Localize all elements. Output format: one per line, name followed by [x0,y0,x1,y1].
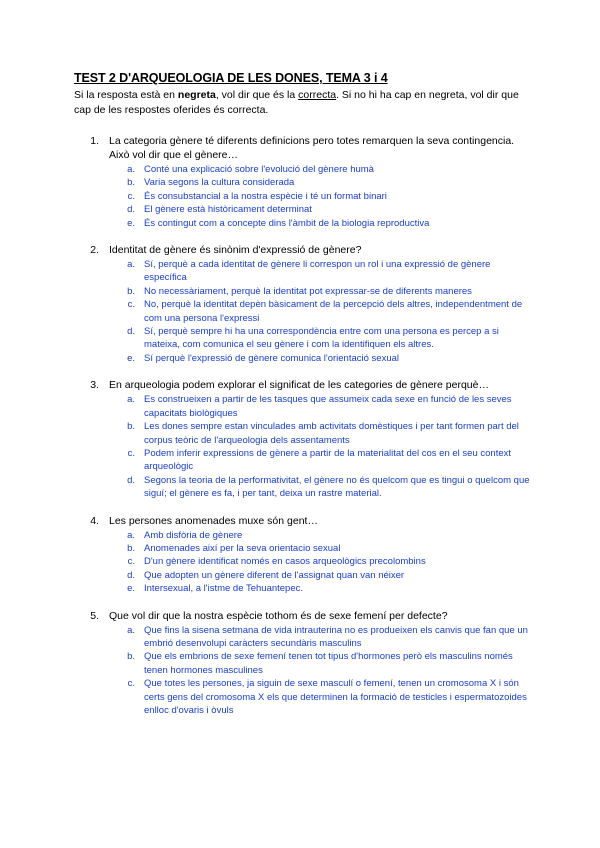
option-item [74,190,530,203]
option-item [74,258,530,285]
question-heading [74,134,530,162]
option-text: No, perquè la identitat depèn bàsicament de la percepció dels altres, independentment de com una persona l'expressi [144,299,523,324]
option-letter: d. [127,569,135,581]
option-item [74,285,530,298]
option-letter: a. [127,259,135,271]
question-number: 5. [90,609,99,622]
question-number: 4. [90,514,99,527]
option-letter: a. [127,164,135,175]
question-1 [74,134,530,230]
option-text: El gènere està històricament determinat [144,204,312,216]
option-item [74,163,530,176]
option-item [74,569,530,582]
option-item [74,555,530,568]
option-text: Sí, perquè a cada identitat de gènere li correspon un rol i una expressió de gènere específica [144,259,491,284]
option-text: Es construeixen a partir de les tasques que assumeix cada sexe en funció de les seves capacitats biològiques [144,394,512,419]
option-text: Que els embrions de sexe femení tenen tot tipus d'hormones però els masculins només tenen hormones masculines [144,651,513,676]
option-item [74,582,530,595]
question-text: Les persones anomenades muxe són gent… [109,514,318,527]
instructions [74,88,530,117]
option-letter: c. [127,190,135,202]
option-text: Que adopten un gènere diferent de l'assignat quan van néixer [144,569,405,581]
option-item [74,217,530,230]
option-item [74,420,530,447]
option-item [74,352,530,365]
question-number: 2. [90,244,99,257]
question-number: 3. [90,379,99,392]
question-heading [74,243,530,257]
option-text: És contingut com a concepte dins l'àmbit de la biologia reproductiva [144,217,430,229]
question-list [74,134,530,717]
option-item [74,542,530,555]
option-text: Que fins la sisena setmana de vida intrauterina no es produeixen els canvis que fan que un embrió desenvolupi caràcters secundàris masculins [144,624,528,649]
option-item [74,203,530,216]
option-item [74,529,530,542]
question-2 [74,243,530,365]
option-letter: d. [127,326,135,338]
question-text: Identitat de gènere és sinònim d'expressió de gènere? [109,244,362,257]
option-text: És consubstancial a la nostra espècie i té un format binari [144,190,387,202]
option-text: Amb disfòria de gènere [144,529,243,541]
question-text: En arqueologia podem explorar el significat de les categories de gènere perquè… [109,379,489,392]
instructions-bold: negreta [177,89,216,101]
option-list [74,624,530,718]
option-list [74,393,530,500]
option-letter: a. [127,394,135,406]
option-letter: b. [127,285,135,297]
option-letter: c. [127,447,135,459]
question-number: 1. [90,135,99,147]
option-letter: a. [127,624,135,636]
option-text: Conté una explicació sobre l'evolució del gènere humà [144,164,374,175]
option-letter: b. [127,177,135,189]
option-item [74,298,530,325]
option-text: No necessàriament, perquè la identitat pot expressar-se de diferents maneres [144,285,472,297]
option-text: Sí perquè l'expressió de gènere comunica l'orientació sexual [144,352,399,364]
option-item [74,176,530,189]
option-text: Varia segons la cultura considerada [144,177,295,189]
option-letter: b. [127,651,135,663]
option-letter: b. [127,421,135,433]
document-page [74,70,530,717]
option-letter: d. [127,474,135,486]
option-text: Anomenades així per la seva orientacio sexual [144,542,341,554]
document-title: TEST 2 D'ARQUEOLOGIA DE LES DONES, TEMA 3 i 4 [74,71,388,85]
question-4 [74,514,530,596]
option-text: Sí, perquè sempre hi ha una correspondència entre com una persona es percep a si mateixa, com comunica el seu gènere i com la identifiquen els altres. [144,326,499,351]
question-5 [74,609,530,718]
option-letter: c. [127,556,135,568]
option-list [74,163,530,230]
option-item [74,325,530,352]
option-letter: c. [127,678,135,690]
instructions-part1: Si la resposta està en [74,89,178,101]
option-text: Intersexual, a l'istme de Tehuantepec. [144,583,304,595]
option-item [74,624,530,651]
question-heading [74,378,530,392]
option-item [74,677,530,717]
option-letter: e. [127,217,135,229]
option-letter: e. [127,352,135,364]
instructions-part3: . Si no hi ha cap en negreta, vol dir que cap de les respostes oferides és correcta. [74,89,519,116]
option-item [74,650,530,677]
option-item [74,393,530,420]
question-text: Que vol dir que la nostra espècie tothom és de sexe femení per defecte? [109,609,448,622]
option-list [74,258,530,365]
option-item [74,447,530,474]
option-letter: d. [127,204,135,216]
option-list [74,529,530,596]
question-3 [74,378,530,500]
option-text: Segons la teoria de la performativitat, el gènere no és quelcom que es tingui o quelcom que siguí; el gènere es fa, i per tant, deixa un rastre material. [144,474,530,500]
option-letter: c. [127,299,135,311]
instructions-underline: correcta [298,89,337,101]
option-item [74,474,530,501]
option-text: Podem inferir expressions de gènere a partir de la materialitat del cos en el seu context arqueològic [144,447,512,473]
option-text: Les dones sempre estan vinculades amb activitats domèstiques i per tant formen part del corpus teòric de l'arqueologia dels assentaments [144,421,519,446]
option-text: Que totes les persones, ja siguin de sexe masculí o femení, tenen un cromosoma X i són certs gens del cromosoma X els que determinen la formació de testicles i espermatozoides enlloc d'ovaris i òvuls [144,678,527,716]
option-text: D'un gènere identificat només en casos arqueològics precolombins [144,556,426,568]
instructions-part2: , vol dir que és la [215,89,299,101]
option-letter: a. [127,529,135,541]
question-heading [74,514,530,528]
question-heading [74,609,530,623]
question-text: La categoria gènere té diferents definicions pero totes remarquen la seva contingencia. Això vol dir que el gènere… [109,135,515,161]
option-letter: b. [127,542,135,554]
option-letter: e. [127,583,135,595]
